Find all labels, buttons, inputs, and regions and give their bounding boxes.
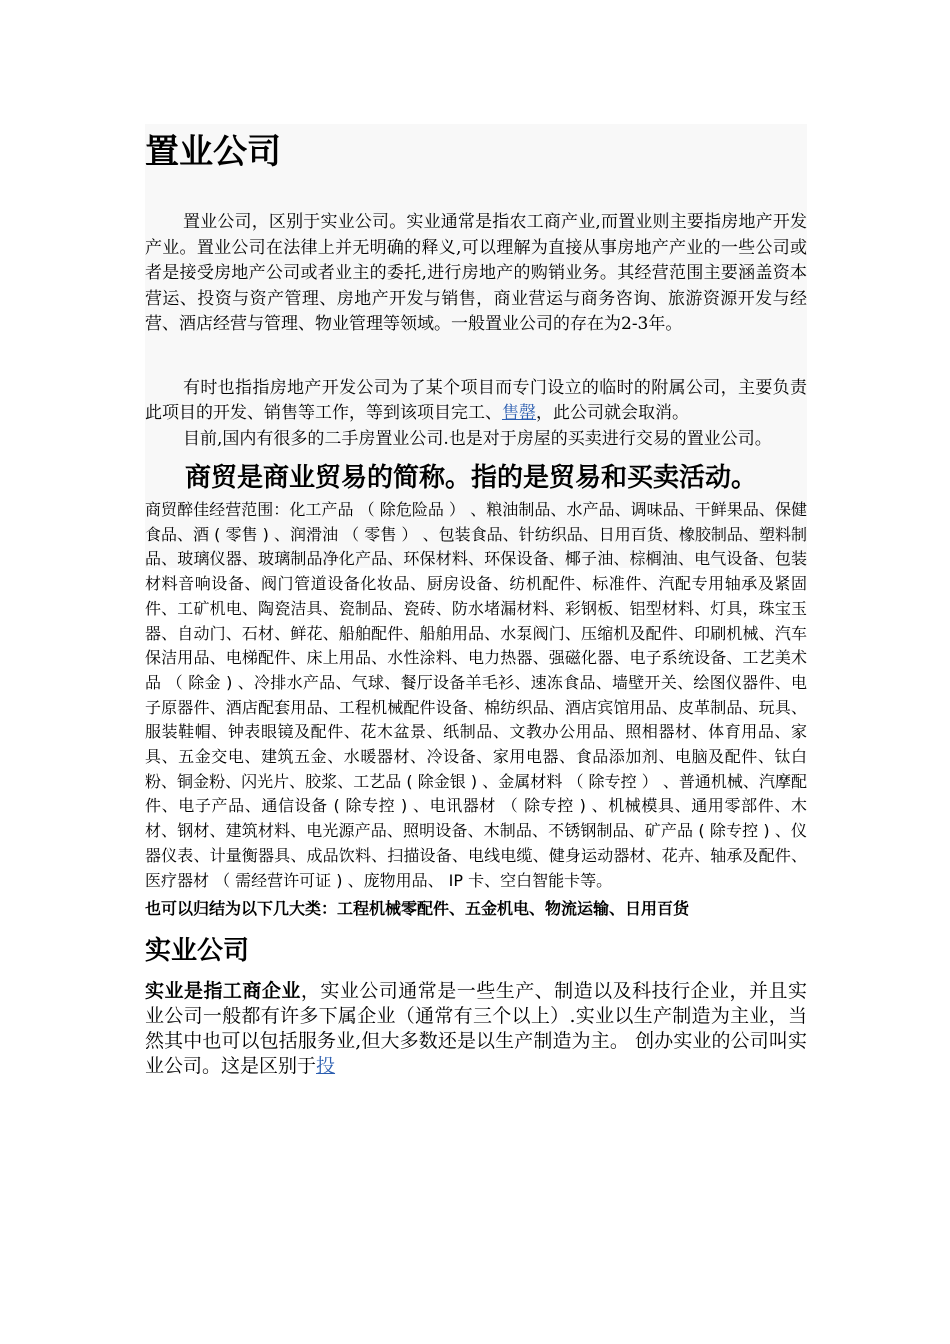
document-content [145,124,807,1079]
temporary-company-paragraph [145,376,807,427]
investment-link[interactable]: 投 [316,1055,336,1078]
page-title: 置业公司 [145,132,281,172]
industrial-body-text: ，实业公司通常是一些生产、制造以及科技行企业，并且实业公司一般都有许多下属企业（通常有三个以上）.实业以生产制造为主业，当然其中也可以包括服务业,但大多数还是以生产制造为主。 创办实业的公司叫实业公司。这是区别于 [145,980,807,1078]
business-scope-paragraph: 商贸醉佳经营范围：化工产品 （ 除危险品 ） 、粮油制品、水产品、调味品、干鲜果品、保健食品、酒 ( 零售 ) 、润滑油 （ 零售 ） 、包装食品、针纺织品、日用百货、橡胶制品、塑料制品、玻璃仪器、玻璃制品净化产品、环保材料、环保设备、椰子油、棕榈油、电气设备、包装材料音响设备、阀门管道设备化妆品、厨房设备、纺机配件、标准件、汽配专用轴承及紧固件、工矿机电、陶瓷洁具、瓷制品、瓷砖、防水堵漏材料、彩钢板、铝型材料、灯具，珠宝玉器、自动门、石材、鲜花、船舶配件、船舶用品、水泵阀门、压缩机及配件、印刷机械、汽车保洁用品、电梯配件、床上用品、水性涂料、电力热器、强磁化器、电子系统设备、工艺美术品 （ 除金 ) 、冷排水产品、气球、餐厅设备羊毛衫、速冻食品、墙壁开关、绘图仪器件、电子原器件、酒店配套用品、工程机械配件设备、棉纺织品、酒店宾馆用品、皮革制品、玩具、服装鞋帽、钟表眼镜及配件、花木盆景、纸制品、文教办公用品、照相器材、体育用品、家具、五金交电、建筑五金、水暖器材、冷设备、家用电器、食品添加剂、电脑及配件、钛白粉、铜金粉、闪光片、胶浆、工艺品 ( 除金银 ) 、金属材料 （ 除专控 ） 、普通机械、汽摩配件、电子产品、通信设备 ( 除专控 ) 、电讯器材 （ 除专控 ) 、机械模具、通用零部件、木材、钢材、建筑材料、电光源产品、照明设备、木制品、不锈钢制品、矿产品 ( 除专控 ) 、仪器仪表、计量衡器具、成品饮料、扫描设备、电线电缆、健身运动器材、花卉、轴承及配件、医疗器材 （ 需经营许可证 ) 、庞物用品、 IP 卡、空白智能卡等。 [145,500,807,890]
industrial-company-paragraph [145,979,807,1079]
industrial-company-title: 实业公司 [145,936,250,967]
category-summary: 也可以归结为以下几大类：工程机械零配件、五金机电、物流运输、日用百货 [145,899,690,919]
intro-paragraph: 置业公司，区别于实业公司。实业通常是指农工商产业,而置业则主要指房地产开发产业。置业公司在法律上并无明确的释义,可以理解为直接从事房地产产业的一些公司或者是接受房地产公司或者业主的委托,进行房地产的购销业务。其经营范围主要涵盖资本营运、投资与资产管理、房地产开发与销售，商业营运与商务咨询、旅游资源开发与经营、酒店经营与管理、物业管理等领域。一般置业公司的存在为2-3年。 [145,212,807,334]
paragraph-text-after-link: ，此公司就会取消。 [536,403,689,423]
trade-heading: 商贸是商业贸易的简称。指的是贸易和买卖活动。 [185,463,758,493]
industrial-lead-text: 实业是指工商企业 [145,980,301,1003]
sold-out-link[interactable]: 售罄 [502,403,536,423]
paragraph-text-before-link: 有时也指指房地产开发公司为了某个项目而专门设立的临时的附属公司，主要负责此项目的开发、销售等工作，等到该项目完工、 [145,377,807,423]
second-hand-paragraph: 目前,国内有很多的二手房置业公司.也是对于房屋的买卖进行交易的置业公司。 [183,428,772,449]
